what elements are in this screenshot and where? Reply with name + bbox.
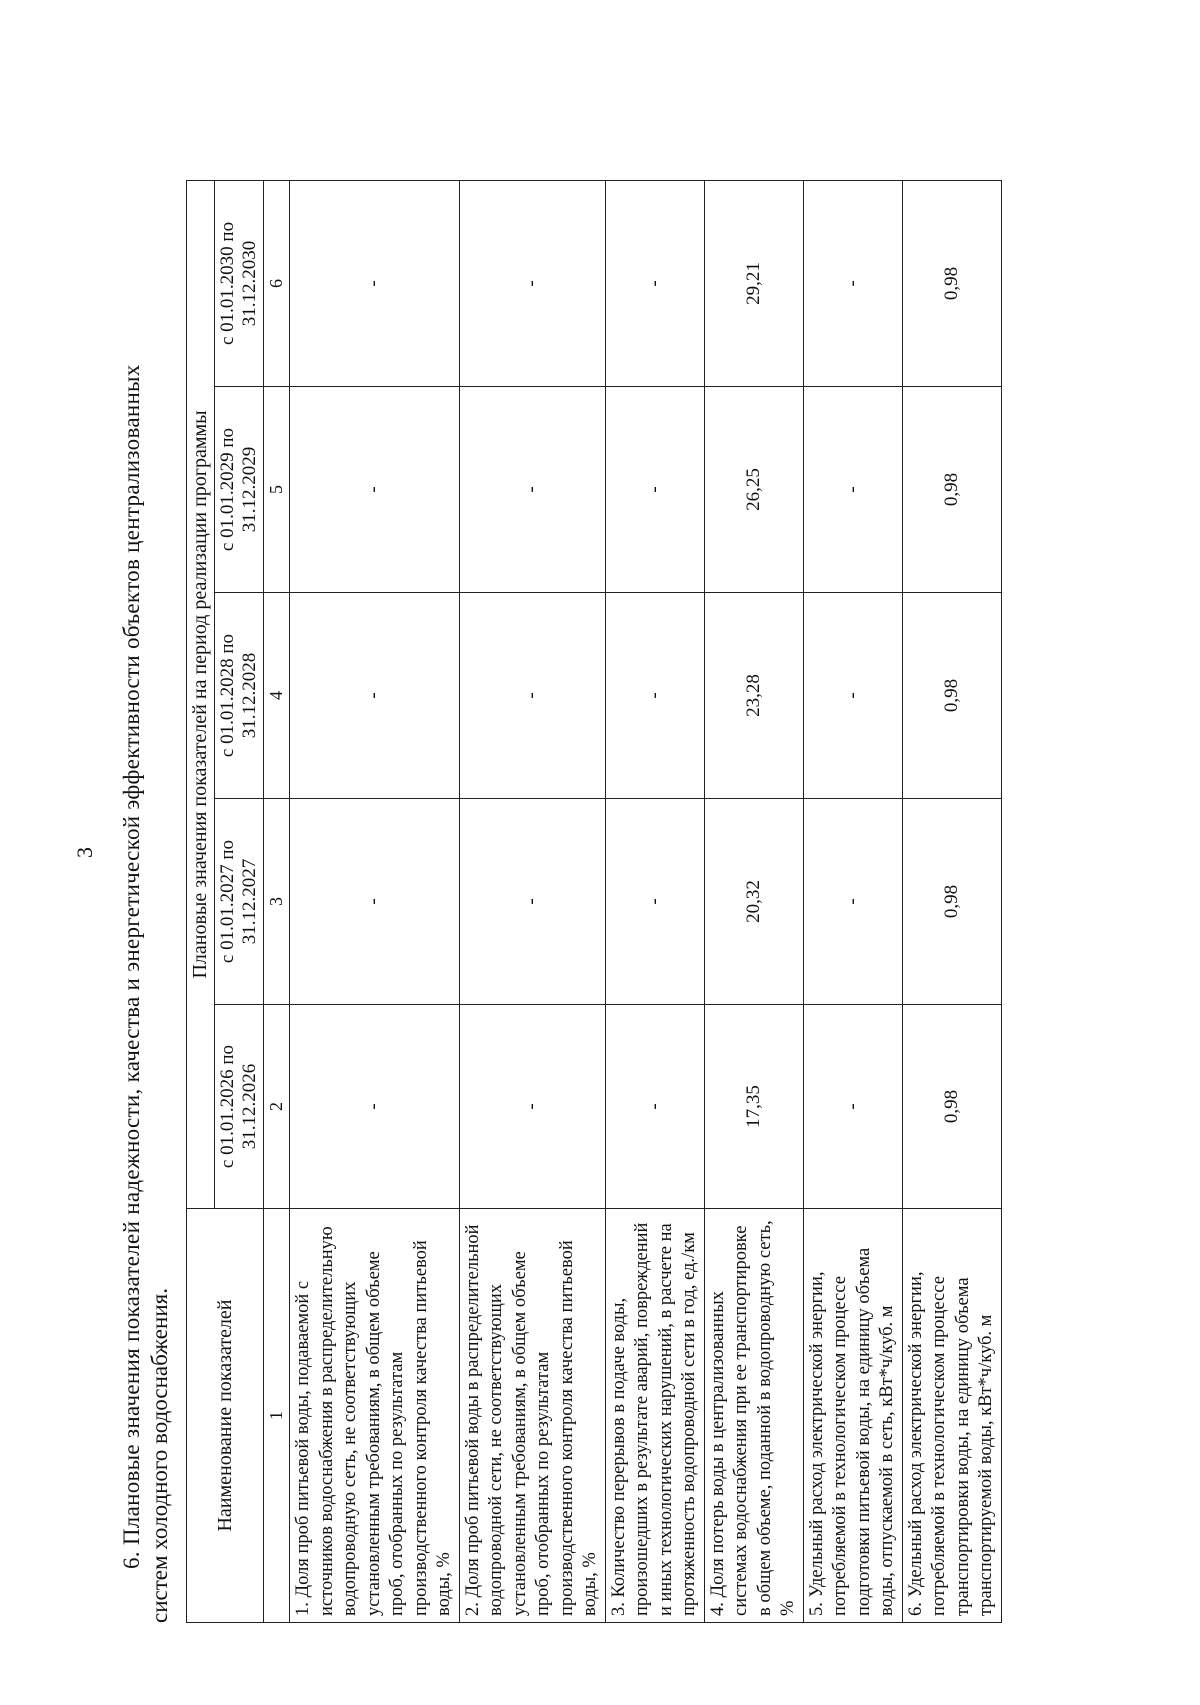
indicator-value: 0,98 (902, 1005, 1001, 1209)
indicator-value: - (605, 799, 704, 1005)
indicator-value: - (459, 593, 605, 799)
indicator-name: 5. Удельный расход электрической энергии, потребляемой в технологическом процессе подготовки питьевой воды, на единицу объема воды, отпускаемой в сеть, кВт*ч/куб. м (803, 1209, 902, 1623)
header-period-2026: с 01.01.2026 по 31.12.2026 (215, 1005, 264, 1209)
indicator-value: - (459, 799, 605, 1005)
indicator-value: - (290, 387, 460, 593)
indicator-value: 20,32 (704, 799, 803, 1005)
indicator-value: - (459, 387, 605, 593)
indicator-value: 29,21 (704, 180, 803, 386)
header-plan-values: Плановые значения показателей на период реализации программы (187, 180, 215, 1208)
indicator-name: 2. Доля проб питьевой воды в распределительной водопроводной сети, не соответствующих установленным требованиям, в общем объеме проб, отобранных по результатам производственного контроля качества питьевой воды, % (459, 1209, 605, 1623)
column-number-1: 1 (264, 1209, 290, 1623)
page-number: 3 (72, 847, 97, 858)
indicator-value: - (290, 593, 460, 799)
indicator-value: - (803, 180, 902, 386)
indicator-value: - (803, 799, 902, 1005)
header-period-2028: с 01.01.2028 по 31.12.2028 (215, 593, 264, 799)
indicator-value: 17,35 (704, 1005, 803, 1209)
indicator-value: - (605, 593, 704, 799)
indicator-value: 0,98 (902, 180, 1001, 386)
indicator-value: - (290, 180, 460, 386)
header-indicator-name: Наименование показателей (187, 1209, 264, 1623)
indicator-value: - (803, 1005, 902, 1209)
indicator-value: - (290, 1005, 460, 1209)
indicator-value: - (803, 387, 902, 593)
heading-line-2: систем холодного водоснабжения. (147, 1288, 172, 1623)
table-row (290, 180, 460, 1622)
header-period-2029: с 01.01.2029 по 31.12.2029 (215, 387, 264, 593)
indicator-value: 0,98 (902, 799, 1001, 1005)
column-number-2: 2 (264, 1005, 290, 1209)
table-row (605, 180, 704, 1622)
indicator-name: 1. Доля проб питьевой воды, подаваемой с источников водоснабжения в распределительную водопроводную сеть, не соответствующих установленным требованиям, в общем объеме проб, отобранных по результатам производственного контроля качества питьевой воды, % (290, 1209, 460, 1623)
indicator-name: 6. Удельный расход электрической энергии, потребляемой в технологическом процессе транспортировки воды, на единицу объема транспортируемой воды, кВт*ч/куб. м (902, 1209, 1001, 1623)
table-row (902, 180, 1001, 1622)
indicator-value: - (605, 180, 704, 386)
indicator-value: 23,28 (704, 593, 803, 799)
header-period-2027: с 01.01.2027 по 31.12.2027 (215, 799, 264, 1005)
heading-line-1: 6. Плановые значения показателей надежности, качества и энергетической эффективности объектов централизованных (119, 364, 144, 1569)
table-row (803, 180, 902, 1622)
indicator-value: 26,25 (704, 387, 803, 593)
indicator-name: 3. Количество перерывов в подаче воды, произошедших в результате аварий, повреждений и иных технологических нарушений, в расчете на протяженность водопроводной сети в год, ед./км (605, 1209, 704, 1623)
column-number-3: 3 (264, 799, 290, 1005)
indicator-value: 0,98 (902, 387, 1001, 593)
column-number-6: 6 (264, 180, 290, 386)
indicator-value: - (803, 593, 902, 799)
indicator-value: - (605, 387, 704, 593)
column-number-5: 5 (264, 387, 290, 593)
header-period-2030: с 01.01.2030 по 31.12.2030 (215, 180, 264, 386)
table-row (704, 180, 803, 1622)
indicator-value: 0,98 (902, 593, 1001, 799)
indicator-value: - (459, 1005, 605, 1209)
column-number-4: 4 (264, 593, 290, 799)
indicator-name: 4. Доля потерь воды в централизованных системах водоснабжения при ее транспортировке в общем объеме, поданной в водопроводную сеть, % (704, 1209, 803, 1623)
table-row (459, 180, 605, 1622)
section-heading (118, 183, 174, 1623)
indicator-value: - (459, 180, 605, 386)
plan-values-table (186, 180, 1002, 1623)
indicator-value: - (605, 1005, 704, 1209)
indicator-value: - (290, 799, 460, 1005)
